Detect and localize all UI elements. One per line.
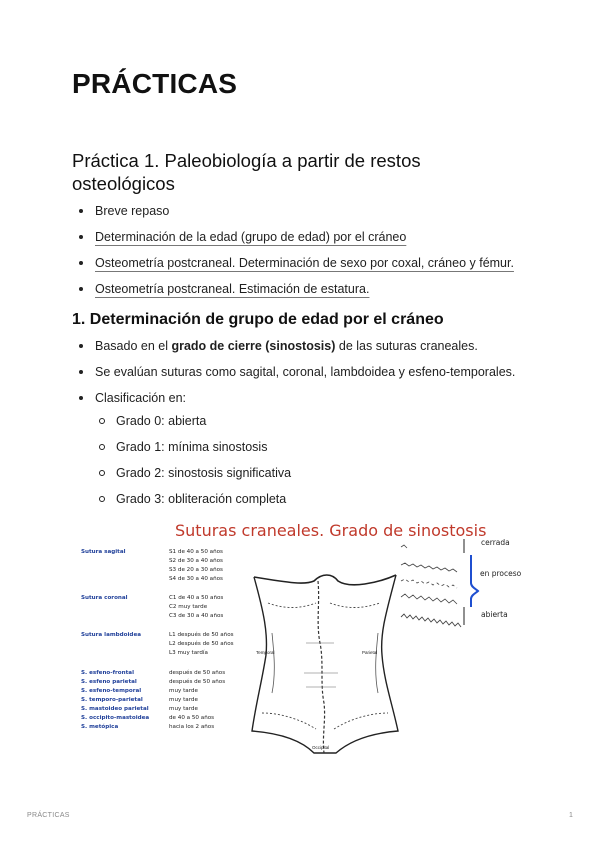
point-text: de las suturas craneales. xyxy=(335,339,478,353)
suture-label: S. mastoideo parietal xyxy=(81,706,149,712)
point-text: Se evalúan suturas como sagital, coronal, lambdoidea y esfeno-temporales. xyxy=(95,365,516,379)
grade-legend xyxy=(398,537,528,637)
suture-label: S. occipito-mastoidea xyxy=(81,715,150,721)
list-item xyxy=(76,337,515,363)
skull-diagram xyxy=(250,563,400,759)
inner-marks xyxy=(304,643,338,687)
coronal-outline xyxy=(254,575,396,585)
suture-value: de 40 a 50 años xyxy=(169,715,215,721)
suture-value: muy tarde xyxy=(169,688,198,694)
list-item xyxy=(76,202,514,228)
grade-text: Grado 1: mínima sinostosis xyxy=(116,440,268,454)
suture-value: S4 de 30 a 40 años xyxy=(169,576,223,582)
section-heading: 1. Determinación de grupo de edad por el cráneo xyxy=(72,311,444,328)
suture-value: S2 de 30 a 40 años xyxy=(169,558,223,564)
suture-value: C3 de 30 a 40 años xyxy=(169,613,224,619)
grade-sample-3 xyxy=(401,594,457,604)
figure-title: Suturas craneales. Grado de sinostosis xyxy=(175,521,487,540)
grade-text: Grado 3: obliteración completa xyxy=(116,492,287,506)
list-item xyxy=(76,254,514,280)
suture-label: S. esfeno-frontal xyxy=(81,670,134,676)
suture-label: Sutura coronal xyxy=(81,595,128,601)
coronal-suture xyxy=(268,603,380,608)
list-item xyxy=(96,412,291,438)
suture-label: S. metópica xyxy=(81,724,119,730)
page-number: 1 xyxy=(569,812,573,819)
grade-sample-1 xyxy=(401,563,457,572)
suture-value: C2 muy tarde xyxy=(169,604,208,610)
suture-value: muy tarde xyxy=(169,697,198,703)
legend-open: abierta xyxy=(481,610,508,619)
grade-text: Grado 0: abierta xyxy=(116,414,207,428)
grades-list xyxy=(96,412,291,516)
legend-in-process: en proceso xyxy=(480,569,522,578)
list-item xyxy=(96,438,291,464)
suture-value: hacia los 2 años xyxy=(169,724,215,730)
footer-title: PRÁCTICAS xyxy=(27,812,70,819)
suture-label: S. esfeno parietal xyxy=(81,679,137,685)
list-item xyxy=(76,228,514,254)
sinostosis-figure xyxy=(72,519,528,761)
temporal-sutures xyxy=(272,633,378,693)
diagram-label-left: Temporal xyxy=(256,650,275,655)
list-item xyxy=(96,490,291,516)
suture-label: S. esfeno-temporal xyxy=(81,688,142,694)
suture-value: L1 después de 50 años xyxy=(169,632,234,638)
list-item xyxy=(76,363,515,389)
suture-label: Sutura sagital xyxy=(81,549,126,555)
list-item xyxy=(76,280,514,306)
suture-label: Sutura lambdoidea xyxy=(81,632,142,638)
suture-label: S. temporo-parietal xyxy=(81,697,143,703)
legend-closed: cerrada xyxy=(481,538,510,547)
topics-list xyxy=(76,202,514,306)
lambdoid-suture xyxy=(262,713,388,729)
list-item xyxy=(96,464,291,490)
topic-link-estatura[interactable]: Osteometría postcraneal. Estimación de estatura. xyxy=(95,282,370,296)
suture-value: después de 50 años xyxy=(169,679,226,685)
topic-text: Breve repaso xyxy=(95,204,170,218)
in-process-bracket xyxy=(471,555,478,607)
grade-text: Grado 2: sinostosis significativa xyxy=(116,466,292,480)
grade-sample-2 xyxy=(401,579,457,588)
suture-value: S3 de 20 a 30 años xyxy=(169,567,223,573)
diagram-label-bottom: Occipital xyxy=(312,745,330,750)
suture-value: S1 de 40 a 50 años xyxy=(169,549,223,555)
suture-value: L3 muy tardía xyxy=(169,650,208,656)
practice-heading: Práctica 1. Paleobiología a partir de restos osteológicos xyxy=(72,150,421,194)
point-bold-text: grado de cierre (sinostosis) xyxy=(171,339,336,353)
suture-value: C1 de 40 a 50 años xyxy=(169,595,224,601)
grade-sample-0 xyxy=(401,545,407,548)
grade-sample-4 xyxy=(401,614,461,627)
topic-link-sexo[interactable]: Osteometría postcraneal. Determinación de sexo por coxal, cráneo y fémur. xyxy=(95,256,514,270)
section-points-list xyxy=(76,337,515,415)
suture-value: después de 50 años xyxy=(169,670,226,676)
sagittal-suture xyxy=(318,581,325,753)
point-text: Clasificación en: xyxy=(95,391,187,405)
topic-link-edad[interactable]: Determinación de la edad (grupo de edad) por el cráneo xyxy=(95,230,407,244)
page-title: PRÁCTICAS xyxy=(72,68,238,99)
diagram-label-right: Parietal xyxy=(362,650,378,655)
suture-value: muy tarde xyxy=(169,706,198,712)
point-text: Basado en el xyxy=(95,339,172,353)
suture-value: L2 después de 50 años xyxy=(169,641,234,647)
